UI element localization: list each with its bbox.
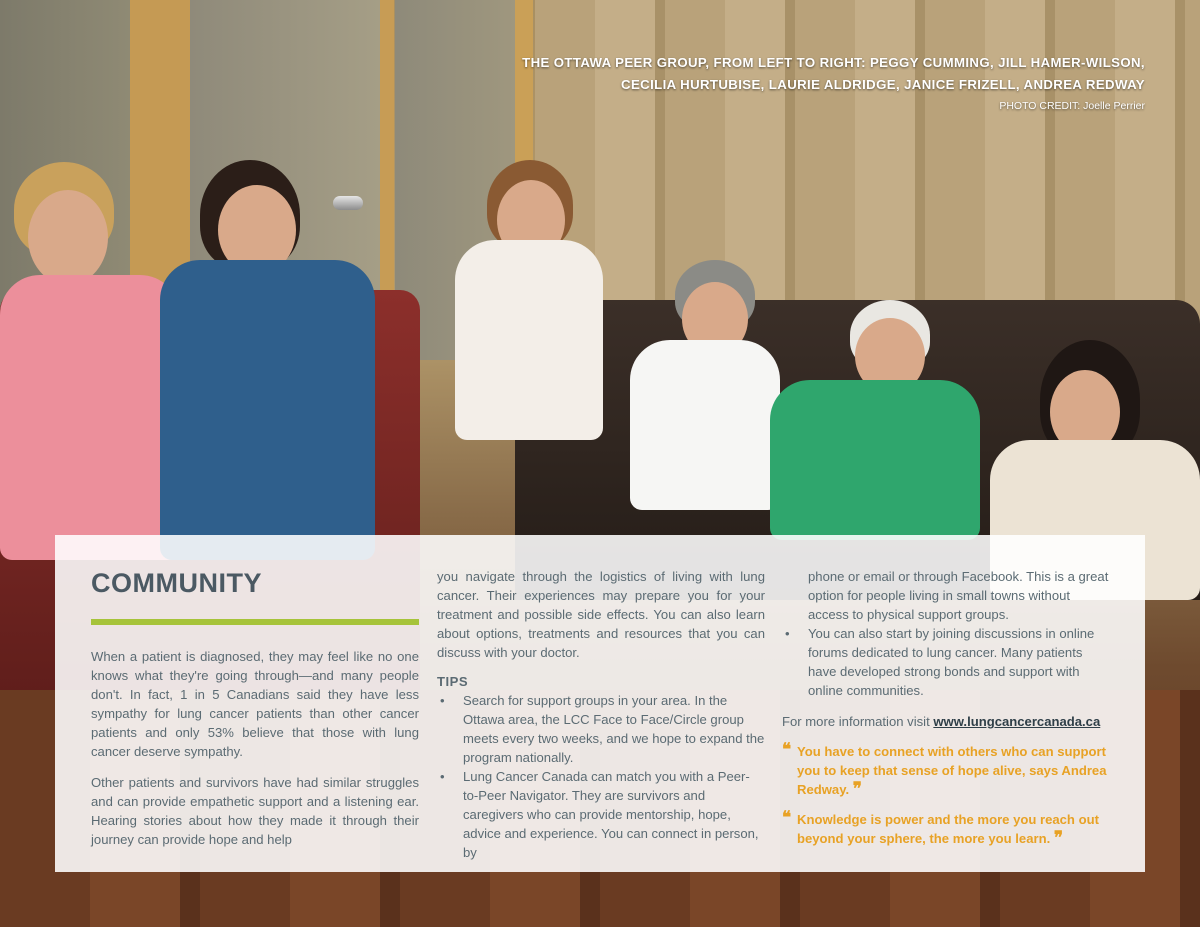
pull-quote-2: [782, 810, 1111, 848]
more-info: [782, 712, 1111, 731]
tip-item-continued: phone or email or through Facebook. This is a great option for people living in small towns without access to physical support groups.: [808, 569, 1109, 622]
quote-text: Knowledge is power and the more you reach out beyond your sphere, the more you learn.: [797, 812, 1099, 846]
tip-item: • Lung Cancer Canada can match you with a Peer-to-Peer Navigator. They are survivors and caregivers who can provide mentorship, hope, advice and experience. You can connect in person, by: [437, 767, 765, 862]
close-quote-icon: ❞: [852, 779, 862, 799]
caption-line-1: THE OTTAWA PEER GROUP, FROM LEFT TO RIGHT: PEGGY CUMMING, JILL HAMER-WILSON,: [522, 55, 1145, 70]
person-5: [730, 300, 990, 560]
person-3: [455, 160, 605, 540]
photo-caption: [522, 52, 1145, 114]
open-quote-icon: ❝: [782, 808, 792, 828]
person-2: [160, 160, 380, 560]
article-panel: [55, 535, 1145, 872]
intro-paragraph: When a patient is diagnosed, they may feel like no one knows what they're going through—and many people don't. In fact, 1 in 5 Canadians said they have less sympathy for lung cancer patients than other cancer patients and only 53% believe that those with lung cancer deserve sympathy.: [91, 649, 419, 759]
accent-divider: [91, 619, 419, 625]
tips-list-continued: [782, 624, 1111, 700]
more-info-text: For more information visit: [782, 714, 934, 729]
photo-credit: PHOTO CREDIT: Joelle Perrier: [999, 100, 1145, 112]
quote-text: You have to connect with others who can support you to keep that sense of hope alive, says Andrea Redway.: [797, 744, 1107, 797]
caption-line-2: CECILIA HURTUBISE, LAURIE ALDRIDGE, JANICE FRIZELL, ANDREA REDWAY: [621, 77, 1145, 92]
column-3: [782, 535, 1111, 848]
website-link[interactable]: www.lungcancercanada.ca: [933, 714, 1101, 729]
support-paragraph-continued: you navigate through the logistics of living with lung cancer. Their experiences may prepare you for your treatment and possible side effects. You can also learn about options, treatments and resources that you can discuss with your doctor.: [437, 569, 765, 660]
open-quote-icon: ❝: [782, 740, 792, 760]
tips-heading: TIPS: [437, 674, 469, 689]
tip-item: • Search for support groups in your area. In the Ottawa area, the LCC Face to Face/Circle group meets every two weeks, and we hope to expand the program nationally.: [437, 691, 765, 767]
pull-quote-1: [782, 742, 1111, 799]
section-heading: COMMUNITY: [91, 568, 262, 598]
column-1: [91, 535, 419, 861]
support-paragraph: Other patients and survivors have had similar struggles and can provide empathetic support and a listening ear. Hearing stories about how they made it through their journey can provide hope and help: [91, 775, 419, 847]
tips-list: [437, 691, 765, 862]
column-2: [437, 535, 765, 862]
tip-item: • You can also start by joining discussions in online forums dedicated to lung cancer. Many patients have developed strong bonds and support with online communities.: [782, 624, 1111, 700]
close-quote-icon: ❞: [1053, 828, 1064, 848]
